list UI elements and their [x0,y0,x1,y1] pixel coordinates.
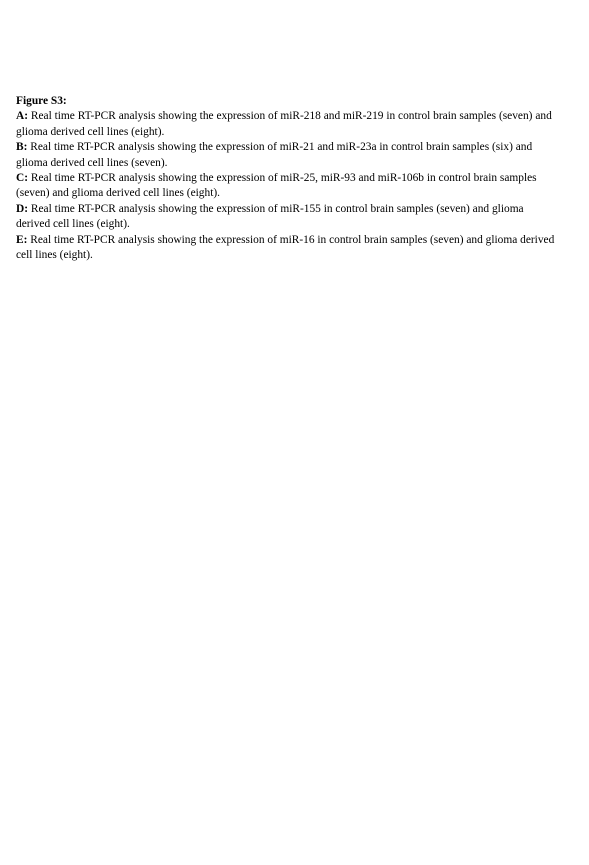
caption-b-text: Real time RT-PCR analysis showing the expression of miR-21 and miR-23a in control brain samples (six) and glioma derived cell lines (seven). [16,141,533,169]
caption-e-text: Real time RT-PCR analysis showing the expression of miR-16 in control brain samples (seven) and glioma derived cell lines (eight). [16,233,555,262]
caption-c-text: Real time RT-PCR analysis showing the expression of miR-25, miR-93 and miR-106b in control brain samples (seven) and glioma derived cell lines (eight). [16,172,537,200]
caption-a-text: Real time RT-PCR analysis showing the expression of miR-218 and miR-219 in control brain samples (seven) and glioma derived cell lines (eight). [16,110,552,138]
caption-b-key: B: [16,141,28,154]
caption-d [16,202,556,233]
caption-c [16,171,556,202]
caption-a [16,109,556,140]
caption-e-key: E: [16,233,28,246]
caption-b [16,140,556,171]
caption-c-key: C: [16,172,29,185]
caption-e [16,233,556,264]
figure-title: Figure S3: [16,95,67,107]
caption-d-key: D: [16,202,29,215]
caption-d-text: Real time RT-PCR analysis showing the expression of miR-155 in control brain samples (seven) and glioma derived cell lines (eight). [16,202,524,231]
document-page [16,94,556,263]
caption-a-key: A: [16,110,29,123]
